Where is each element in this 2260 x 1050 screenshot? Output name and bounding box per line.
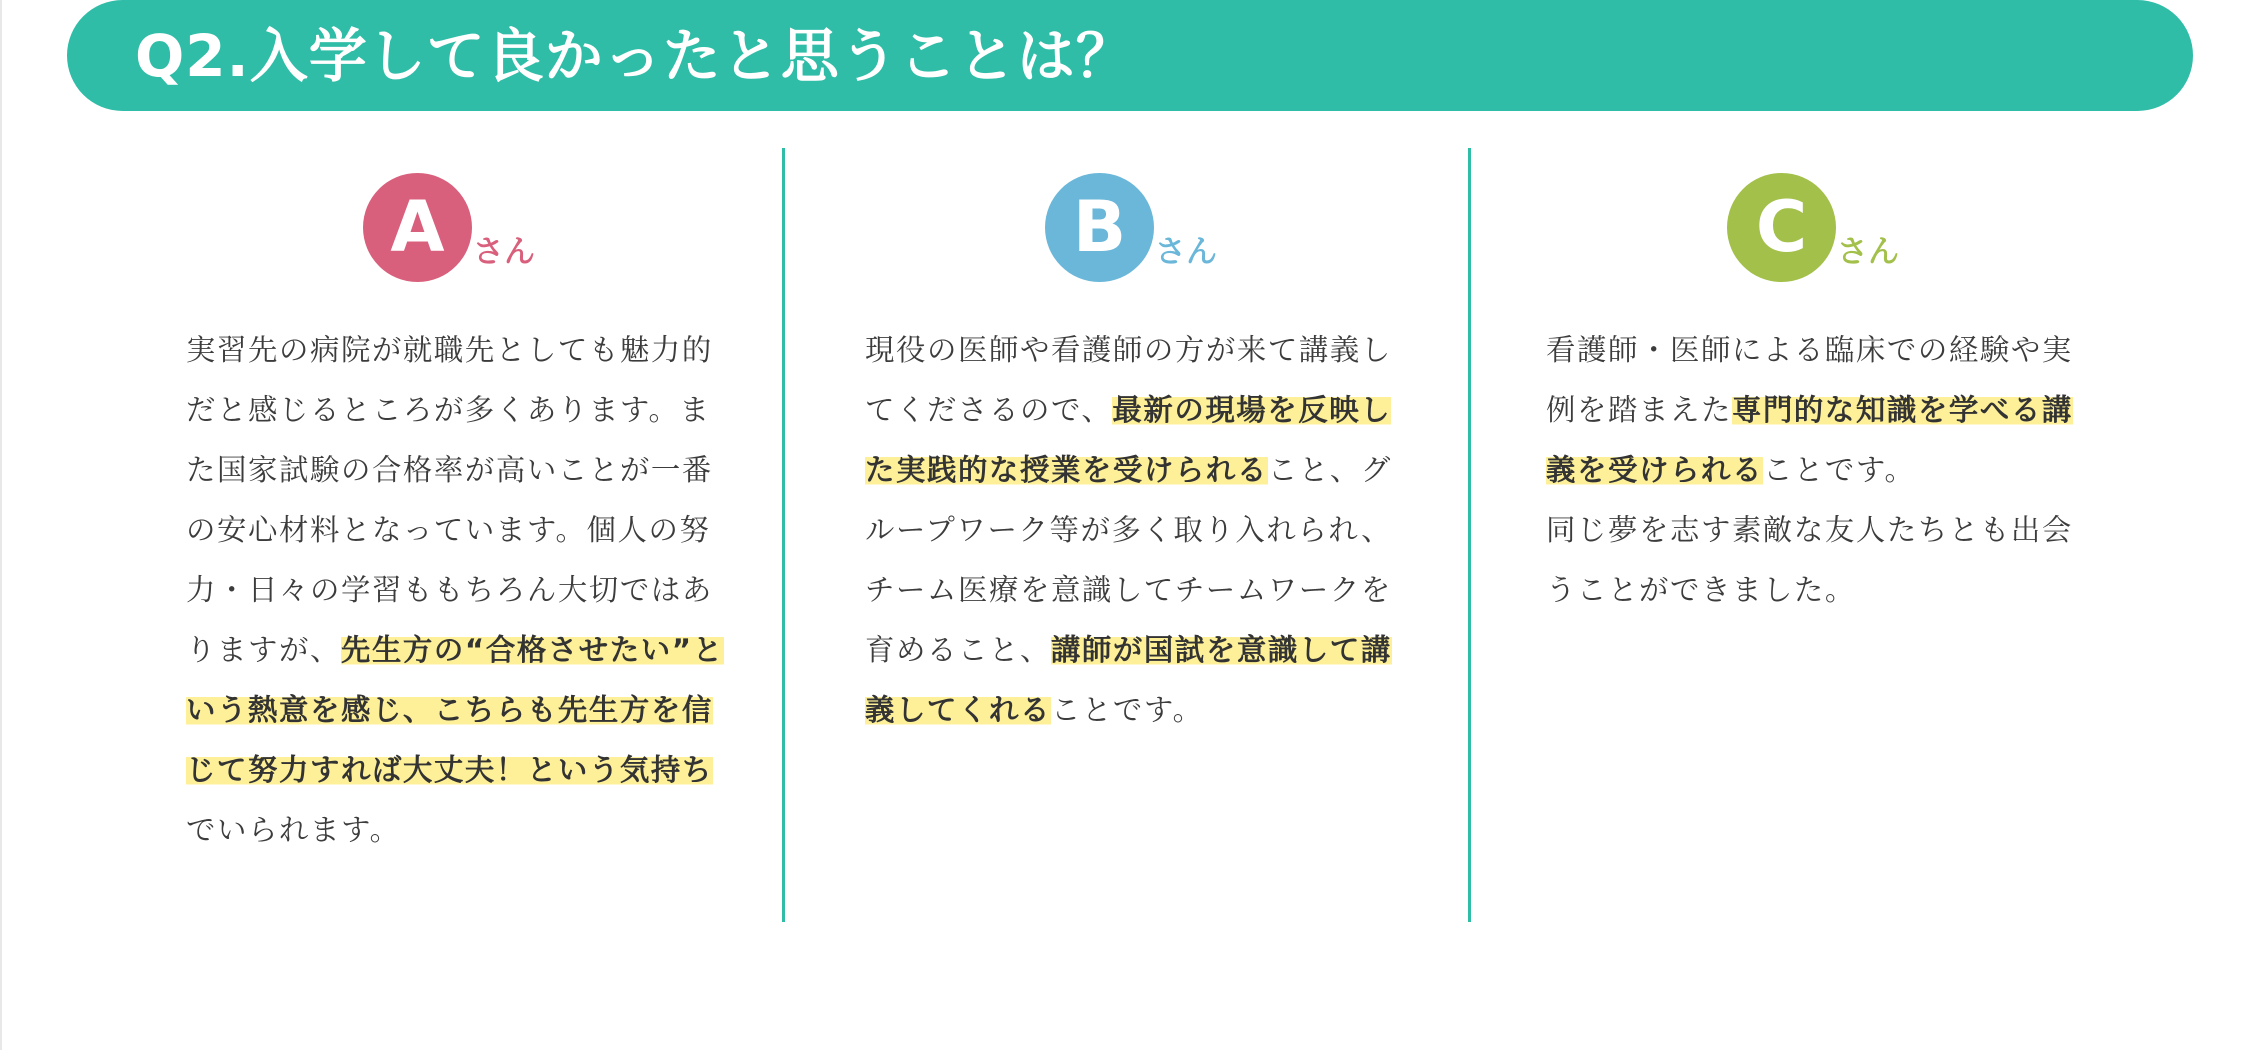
column-divider-1 [782, 148, 785, 922]
respondent-b-suffix: さん [1155, 234, 1217, 270]
answer-b-highlight: 講師が国試を意識して講義してくれる [865, 633, 1392, 727]
respondent-a [186, 170, 726, 290]
answer-c-highlight: 専門的な知識を学べる講義を受けられる [1546, 393, 2073, 487]
answer-text-a [186, 320, 726, 860]
answer-a-highlight: 先生方の“合格させたい”という熱意を感じ、こちらも先生方を信じて努力すれば大丈夫！という気持ち [186, 633, 724, 787]
page-edge-rule [0, 0, 2, 1050]
answer-text-c [1546, 320, 2086, 620]
answer-b-highlight: 最新の現場を反映した実践的な授業を受けられる [865, 393, 1392, 487]
answer-c-segment: ことです。 同じ夢を志す素敵な友人たちとも出会うことができました。 [1546, 453, 2073, 607]
avatar-a: A [363, 173, 472, 282]
respondent-b [865, 170, 1405, 290]
answer-b-segment: こと、グループワーク等が多く取り入れられ、チーム医療を意識してチームワークを育めること、 [865, 453, 1393, 667]
respondent-a-suffix: さん [473, 234, 535, 270]
answer-b-segment: 現役の医師や看護師の方が来て講義してくださるので、 [865, 333, 1392, 427]
answer-column-a [186, 170, 726, 847]
column-divider-2 [1468, 148, 1471, 922]
question-title: Q2.入学して良かったと思うことは？ [135, 22, 1135, 90]
answer-a-segment: 実習先の病院が就職先としても魅力的だと感じるところが多くあります。また国家試験の合格率が高いことが一番の安心材料となっています。個人の努力・日々の学習ももちろん大切ではありますが、 [186, 333, 713, 667]
avatar-b: B [1045, 173, 1154, 282]
respondent-c-suffix: さん [1837, 234, 1899, 270]
answer-text-b [865, 320, 1405, 740]
answer-b-segment: ことです。 [1050, 693, 1204, 727]
question-header [67, 0, 2193, 111]
respondent-c [1546, 170, 2086, 290]
avatar-c: C [1727, 173, 1836, 282]
answer-column-b [865, 170, 1405, 727]
answer-column-c [1546, 170, 2086, 607]
answer-c-segment: 看護師・医師による臨床での経験や実例を踏まえた [1546, 333, 2073, 427]
answer-a-segment: でいられます。 [186, 813, 401, 847]
